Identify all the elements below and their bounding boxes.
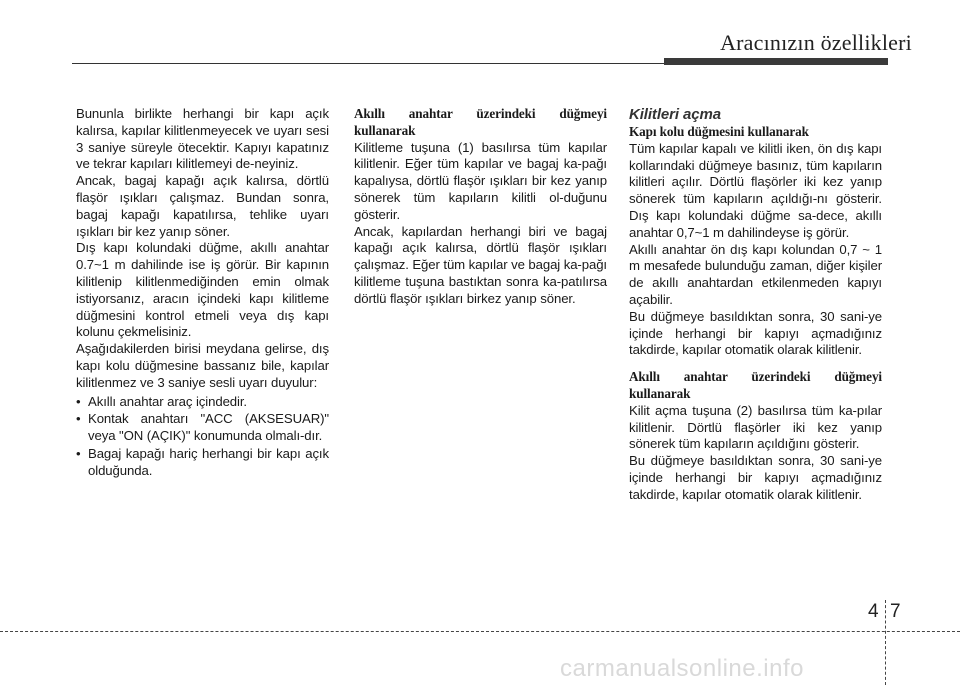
watermark: carmanualsonline.info	[560, 655, 804, 682]
paragraph: Kilit açma tuşuna (2) basılırsa tüm ka-pılar kilitlenir. Dörtlü flaşörler iki kez yanıp sönerek tüm kapıların açıldığını gösterir.	[629, 402, 882, 452]
list-item: • Bagaj kapağı hariç herhangi bir kapı açık olduğunda.	[76, 446, 329, 480]
paragraph: Bu düğmeye basıldıktan sonra, 30 sani-ye içinde herhangi bir kapıyı açmadığınız takdirde, kapılar otomatik olarak kilitlenir.	[629, 308, 882, 358]
column-1	[76, 106, 329, 481]
paragraph: Ancak, bagaj kapağı açık kalırsa, dörtlü flaşör ışıkları çalışmaz. Bundan sonra, bagaj kapağı kapatılırsa, tehlike uyarı ışıkları bir kez yanıp söner.	[76, 173, 329, 239]
subsection-heading: Kapı kolu düğmesini kullanarak	[629, 124, 809, 139]
section-header-title: Aracınızın özellikleri	[720, 30, 912, 55]
header-rule	[72, 63, 682, 64]
paragraph: Akıllı anahtar ön dış kapı kolundan 0,7 ~ 1 m mesafede bulunduğu zaman, diğer kişiler de akıllı anahtardan etkilenmeden kapıyı açabilir.	[629, 241, 882, 307]
paragraph: Tüm kapılar kapalı ve kilitli iken, ön dış kapı kollarındaki düğmeye basınız, tüm kapıların kilitleri açılır. Dörtlü flaşörler iki kez yanıp sönerek tüm kapıların açıldığı-nı gösterir. Dış kapı kolundaki düğme sa-dece, akıllı anahtar 0,7~1 m dahilindeyse iş görür.	[629, 140, 882, 240]
header-rule-bar	[664, 58, 888, 65]
paragraph: Ancak, kapılardan herhangi biri ve bagaj kapağı açık kalırsa, dörtlü flaşör ışıkları çalışmaz. Eğer tüm kapılar ve bagaj ka-pağı kilitleme tuşuna bastıktan sonra ka-patılırsa dörtlü flaşör ışıkları birkez yanıp söner.	[354, 223, 607, 306]
page-number: 7	[890, 601, 901, 622]
footer-dashed-divider	[885, 600, 886, 685]
column-3	[629, 106, 882, 504]
paragraph: Bununla birlikte herhangi bir kapı açık kalırsa, kapılar kilitlenmeyecek ve uyarı sesi 3 saniye süreyle ötecektir. Kapıyı kapatınız ve tekrar kapıları kilitlemeyi de-neyiniz.	[76, 106, 329, 172]
paragraph: Kilitleme tuşuna (1) basılırsa tüm kapılar kilitlenir. Eğer tüm kapılar ve bagaj ka-pağı kapalıysa, dörtlü flaşör ışıkları bir kez yanıp sönerek tüm kapıların kilitli ol-duğunu gösterir.	[354, 139, 607, 222]
list-item: • Kontak anahtarı "ACC (AKSESUAR)" veya "ON (AÇIK)" konumunda olmalı-dır.	[76, 411, 329, 445]
chapter-number: 4	[868, 601, 879, 622]
paragraph: Dış kapı kolundaki düğme, akıllı anahtar 0.7~1 m dahilinde ise iş görür. Bir kapının kilitlenip kilitlenmediğinden emin olmak istiyorsanız, aracın içindeki kapı kilitleme düğmesini kontrol etmeli veya dış kapı kolunu çekmelisiniz.	[76, 240, 329, 340]
subsection-heading: Akıllı anahtar üzerindeki düğmeyi kullanarak	[629, 369, 882, 401]
column-2	[354, 106, 607, 308]
paragraph: Aşağıdakilerden birisi meydana gelirse, dış kapı kolu düğmesine bassanız bile, kapılar kilitlenmez ve 3 saniye sesli uyarı duyulur:	[76, 341, 329, 390]
footer-dashed-line	[0, 631, 960, 632]
bullet-list	[76, 394, 329, 480]
list-item: • Akıllı anahtar araç içindedir.	[76, 394, 329, 411]
paragraph: Bu düğmeye basıldıktan sonra, 30 sani-ye içinde herhangi bir kapıyı açmadığınız takdirde, kapılar otomatik olarak kilitlenir.	[629, 453, 882, 502]
subsection-heading: Akıllı anahtar üzerindeki düğmeyi kullanarak	[354, 106, 607, 138]
section-title: Kilitleri açma	[629, 106, 721, 123]
